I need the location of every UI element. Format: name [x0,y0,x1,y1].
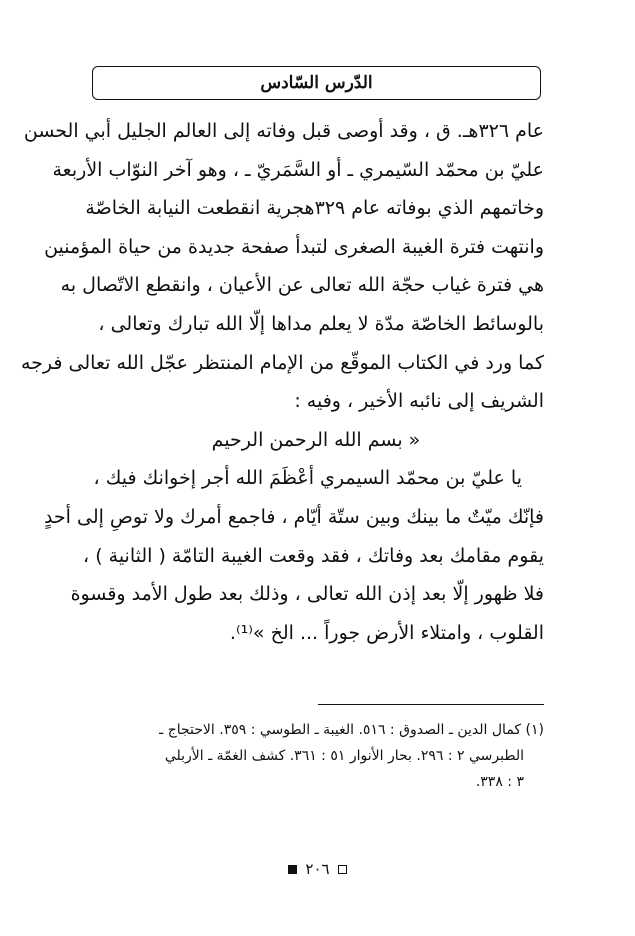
text-line: فلا ظهور إلّا بعد إذن الله تعالى ، وذلك بعد طول الأمد وقسوة [70,583,544,606]
footnote-line: (١) كمال الدين ـ الصدوق : ٥١٦. الغيبة ـ الطوسي : ٣٥٩. الاحتجاج ـ [159,722,544,738]
text-line: الشريف إلى نائبه الأخير ، وفيه : [294,390,544,413]
page-footer [0,860,635,878]
chapter-header-box [92,66,541,100]
footnote-divider [318,704,544,705]
footnote-line: الطبرسي ٢ : ٢٩٦. بحار الأنوار ٥١ : ٣٦١. كشف الغمّة ـ الأربلي [164,748,524,764]
text-line: بالوسائط الخاصّة مدّة لا يعلم مداها إلّا الله تبارك وتعالى ، [98,312,544,335]
text-line: هي فترة غياب حجّة الله تعالى عن الأعيان ، وانقطع الاتّصال به [60,274,544,297]
text-line: وخاتمهم الذي بوفاته عام ٣٢٩هجرية انقطعت النيابة الخاصّة [85,197,544,220]
footnote-line: ٣ : ٣٣٨. [475,774,524,790]
page-number: ٢٠٦ [305,860,330,878]
footnotes [88,717,544,795]
main-text [21,112,544,652]
chapter-title: الدّرس السّادس [260,73,373,93]
text-line: يا عليّ بن محمّد السيمري أعْظَمَ الله أجر إخوانك فيك ، [93,467,522,490]
text-line: كما ورد في الكتاب الموقّع من الإمام المنتظر عجّل الله تعالى فرجه [21,351,544,374]
hollow-square-icon [338,865,347,874]
text-line: فإنّك ميّتٌ ما بينك وبين ستّة أيّام ، فاجمع أمرك ولا توصِ إلى أحدٍ [43,505,544,528]
text-line: القلوب ، وامتلاء الأرض جوراً ... الخ »⁽¹⁾. [229,621,544,644]
text-line: عليّ بن محمّد السّيمري ـ أو السَّمَريّ ـ ، وهو آخر النوّاب الأربعة [52,158,544,181]
text-line: يقوم مقامك بعد وفاتك ، فقد وقعت الغيبة التامّة ( الثانية ) ، [83,544,544,567]
filled-square-icon [288,865,297,874]
text-line: عام ٣٢٦هـ. ق ، وقد أوصى قبل وفاته إلى العالم الجليل أبي الحسن [23,120,544,142]
text-line: وانتهت فترة الغيبة الصغرى لتبدأ صفحة جديدة من حياة المؤمنين [44,235,544,258]
basmala-line: « بسم الله الرحمن الرحيم [211,428,421,451]
